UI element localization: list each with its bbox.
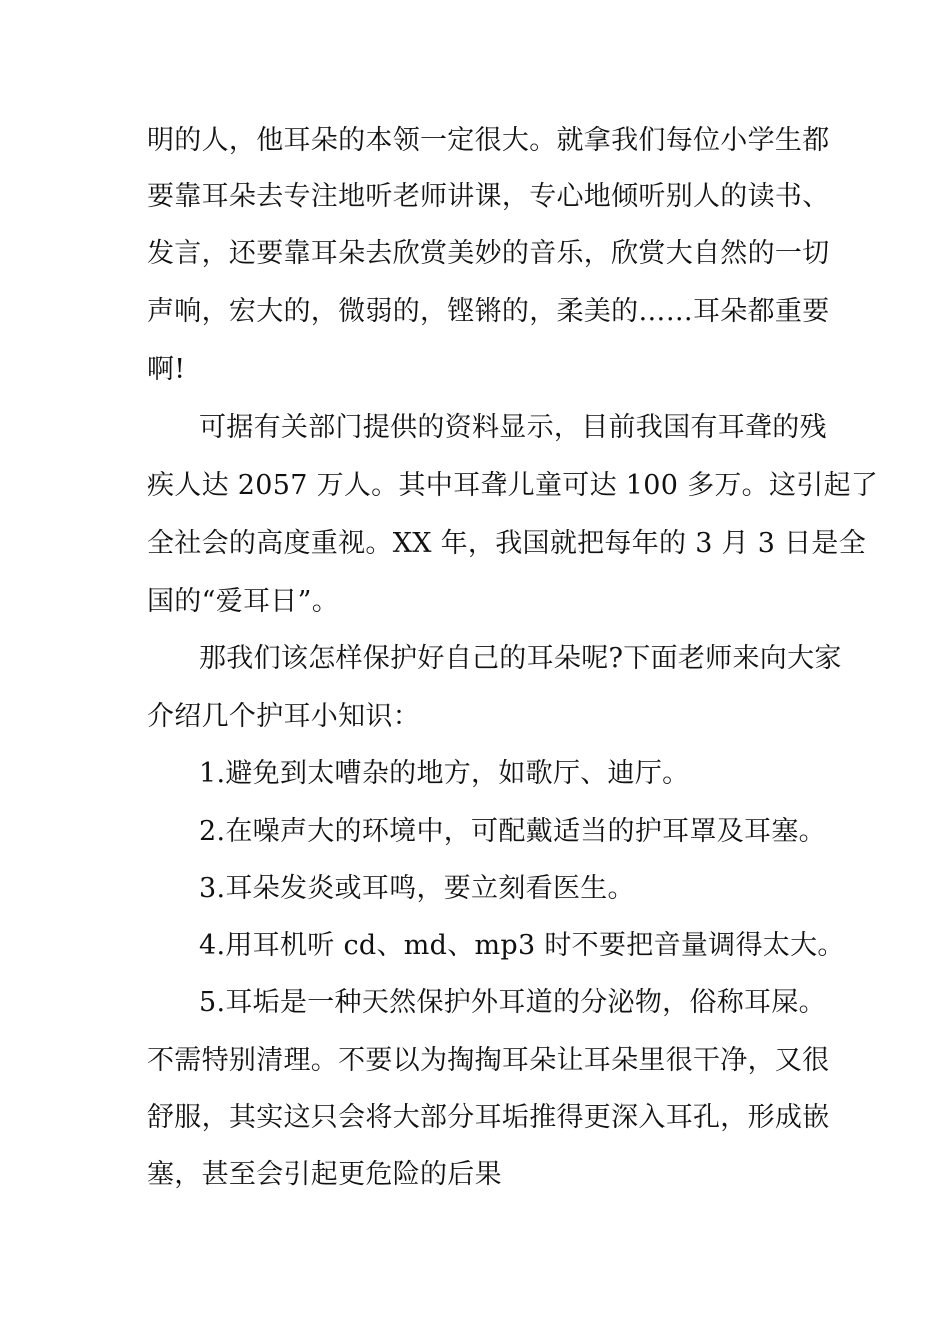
tip-item-1: 1.避免到太嘈杂的地方，如歌厅、迪厅。 [199, 758, 690, 789]
tip-item-5-line-3: 舒服，其实这只会将大部分耳垢推得更深入耳孔，形成嵌 [147, 1102, 830, 1133]
paragraph1-line-5: 啊! [147, 354, 186, 385]
tip-item-3: 3.耳朵发炎或耳鸣，要立刻看医生。 [199, 873, 635, 904]
paragraph2-line-4: 国的“爱耳日”。 [147, 586, 340, 617]
paragraph1-line-2: 要靠耳朵去专注地听老师讲课，专心地倾听别人的读书、 [147, 181, 830, 212]
tip-item-2: 2.在噪声大的环境中，可配戴适当的护耳罩及耳塞。 [199, 816, 826, 847]
tip-item-5-line-1: 5.耳垢是一种天然保护外耳道的分泌物，俗称耳屎。 [199, 987, 826, 1018]
paragraph1-line-4: 声响，宏大的，微弱的，铿锵的，柔美的……耳朵都重要 [147, 296, 830, 327]
tip-item-5-line-2: 不需特别清理。不要以为掏掏耳朵让耳朵里很干净，又很 [147, 1045, 830, 1076]
paragraph1-line-3: 发言，还要靠耳朵去欣赏美妙的音乐，欣赏大自然的一切 [147, 238, 830, 269]
paragraph3-line-2: 介绍几个护耳小知识： [147, 701, 420, 732]
paragraph2-line-1: 可据有关部门提供的资料显示，目前我国有耳聋的残 [199, 412, 827, 443]
tip-item-4: 4.用耳机听 cd、md、mp3 时不要把音量调得太大。 [199, 930, 845, 961]
paragraph2-line-3: 全社会的高度重视。XX 年，我国就把每年的 3 月 3 日是全 [147, 528, 867, 559]
paragraph1-line-1: 明的人，他耳朵的本领一定很大。就拿我们每位小学生都 [147, 125, 830, 156]
tip-item-5-line-4: 塞，甚至会引起更危险的后果 [147, 1159, 502, 1190]
paragraph3-line-1: 那我们该怎样保护好自己的耳朵呢?下面老师来向大家 [199, 643, 842, 674]
paragraph2-line-2: 疾人达 2057 万人。其中耳聋儿童可达 100 多万。这引起了 [147, 470, 879, 501]
